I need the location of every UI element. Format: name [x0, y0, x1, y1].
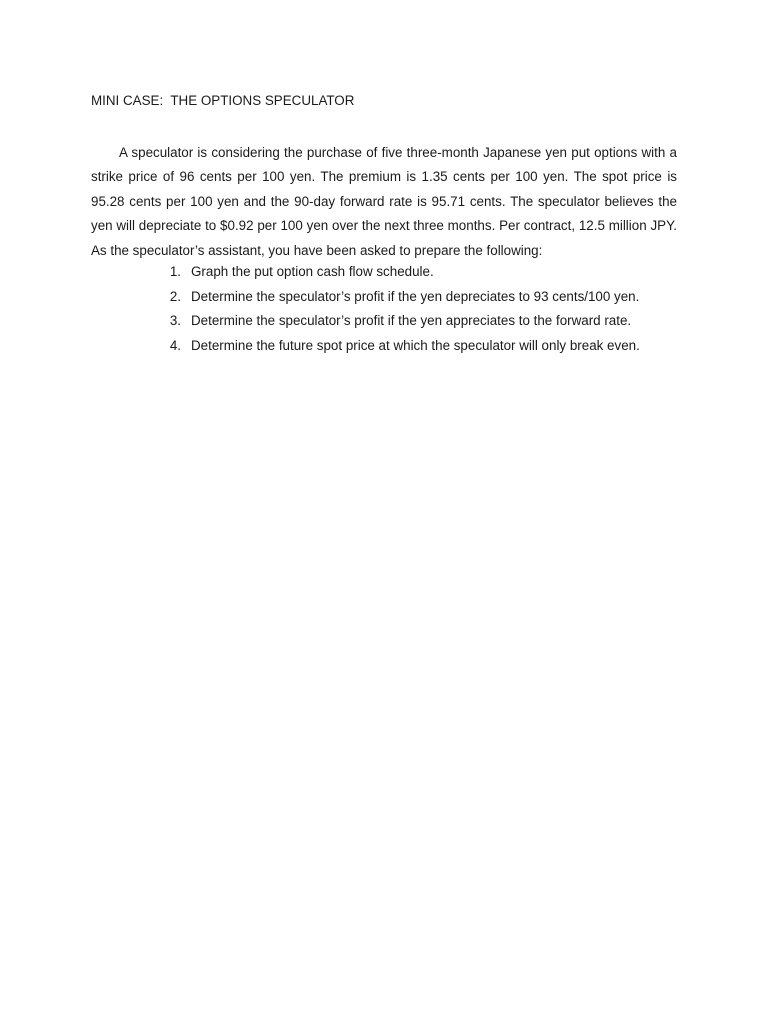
task-text: Determine the speculator’s profit if the yen depreciates to 93 cents/100 yen.	[191, 288, 640, 304]
task-text: Graph the put option cash flow schedule.	[191, 264, 434, 279]
task-number: 1.	[169, 264, 181, 279]
task-number: 2.	[169, 288, 181, 304]
task-item	[91, 260, 677, 285]
task-item	[91, 285, 677, 310]
task-number: 3.	[169, 313, 181, 329]
task-text: Determine the future spot price at which the speculator will only break even.	[191, 337, 640, 353]
document-title: MINI CASE: THE OPTIONS SPECULATOR	[91, 93, 355, 108]
task-text: Determine the speculator’s profit if the yen appreciates to the forward rate.	[191, 313, 632, 329]
task-item	[91, 309, 677, 334]
task-list	[91, 260, 677, 358]
task-number: 4.	[169, 337, 181, 353]
case-paragraph: A speculator is considering the purchase of five three-month Japanese yen put options with a strike price of 96 cents per 100 yen. The premium is 1.35 cents per 100 yen. The spot price is 95.28 cents per 100 yen and the 90-day forward rate is 95.71 cents. The speculator believes the yen will depreciate to $0.92 per 100 yen over the next three months. Per contract, 12.5 million JPY. As the speculator’s assistant, you have been asked to prepare the following:	[91, 145, 677, 258]
task-item	[91, 334, 677, 359]
